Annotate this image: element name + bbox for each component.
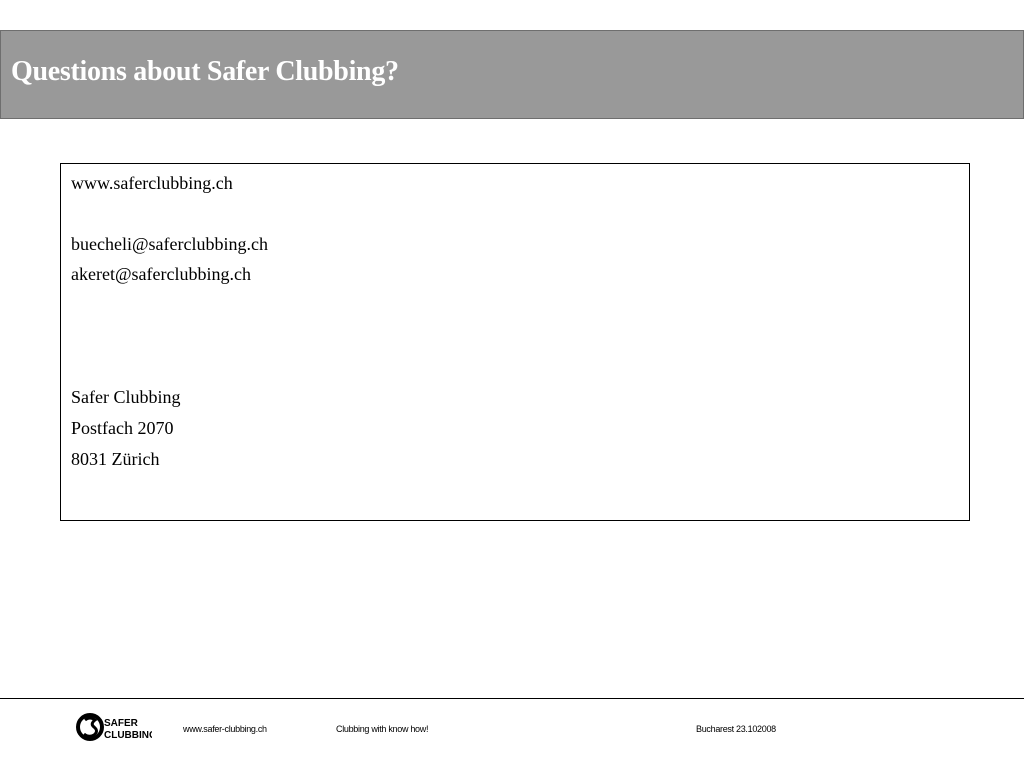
email-buecheli-link[interactable]: buecheli@saferclubbing.ch xyxy=(71,234,268,254)
po-box: Postfach 2070 xyxy=(71,418,174,438)
contact-box xyxy=(60,163,970,521)
logo-text-clubbing: CLUBBING xyxy=(104,730,152,741)
footer-slogan: Clubbing with know how! xyxy=(336,724,429,734)
footer-url[interactable]: www.safer-clubbing.ch xyxy=(183,724,267,734)
email-akeret-link[interactable]: akeret@saferclubbing.ch xyxy=(71,264,251,284)
city: 8031 Zürich xyxy=(71,449,160,469)
logo-text-safer: SAFER xyxy=(104,718,138,729)
slide-title: Questions about Safer Clubbing? xyxy=(11,56,399,87)
footer-location-date: Bucharest 23.102008 xyxy=(696,724,776,734)
website-link[interactable]: www.saferclubbing.ch xyxy=(71,173,233,193)
footer-divider xyxy=(0,698,1024,699)
org-name: Safer Clubbing xyxy=(71,387,181,407)
logo-mark-icon xyxy=(76,706,152,748)
safer-clubbing-logo xyxy=(76,706,152,748)
